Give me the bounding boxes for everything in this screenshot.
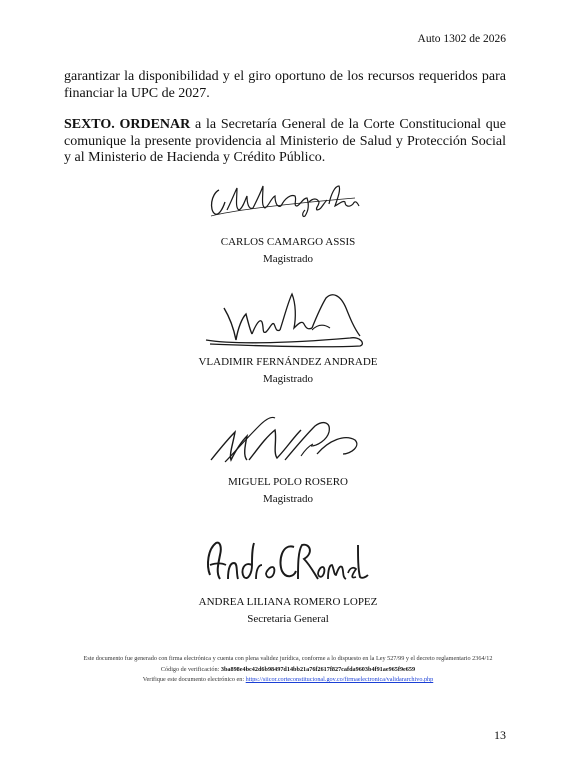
signatory-role: Magistrado bbox=[262, 373, 314, 385]
signatory-role: Magistrado bbox=[262, 493, 314, 505]
signature-andrea-romero bbox=[200, 535, 370, 587]
electronic-signature-footer bbox=[0, 654, 576, 686]
sexto-heading: SEXTO. ORDENAR bbox=[64, 117, 191, 132]
signatory-role: Secretaria General bbox=[247, 613, 329, 625]
signatory-name: VLADIMIR FERNÁNDEZ ANDRADE bbox=[198, 356, 378, 368]
verify-label: Verifique este documento electrónico en: bbox=[142, 676, 246, 683]
body-paragraph-sexto bbox=[64, 117, 506, 167]
body-paragraph-continuation: garantizar la disponibilidad y el giro oportuno de los recursos requeridos para financiar la UPC de 2027. bbox=[64, 69, 506, 101]
signature-vladimir-fernandez bbox=[200, 288, 370, 350]
signatory-role: Magistrado bbox=[262, 253, 314, 265]
signatory-4 bbox=[0, 594, 576, 628]
signatory-name: ANDREA LILIANA ROMERO LOPEZ bbox=[198, 596, 378, 608]
footer-verify-line bbox=[0, 675, 576, 686]
signature-carlos-camargo bbox=[205, 180, 365, 222]
document-reference: Auto 1302 de 2026 bbox=[417, 33, 506, 45]
page-number: 13 bbox=[494, 728, 506, 742]
signatory-2 bbox=[0, 354, 576, 388]
sexto-text: a la Secretaría General de la Corte Constitucional que comunique la presente providencia al Ministerio de Salud y Protección Social y al Ministerio de Hacienda y Crédito Público. bbox=[64, 117, 506, 165]
footer-legal-notice: Este documento fue generado con firma electrónica y cuenta con plena validez jurídica, conforme a lo dispuesto en la Ley 527/99 y el decreto reglamentario 2364/12 bbox=[83, 655, 493, 662]
signature-miguel-polo bbox=[205, 410, 365, 470]
verification-code: 3ba898e4bc42d6b98497d14bb21a76f2617f827cafda9603b4f91ae965f9e659 bbox=[220, 665, 416, 673]
verify-link[interactable]: https://siicor.corteconstitucional.gov.co/firmaelectronica/validararchivo.php bbox=[245, 676, 434, 683]
signatory-name: MIGUEL POLO ROSERO bbox=[228, 476, 348, 488]
footer-verification-code-line bbox=[0, 665, 576, 676]
signatory-3 bbox=[0, 474, 576, 508]
signatory-1 bbox=[0, 234, 576, 268]
verification-code-label: Código de verificación: bbox=[160, 665, 221, 673]
signatory-name: CARLOS CAMARGO ASSIS bbox=[220, 236, 356, 248]
